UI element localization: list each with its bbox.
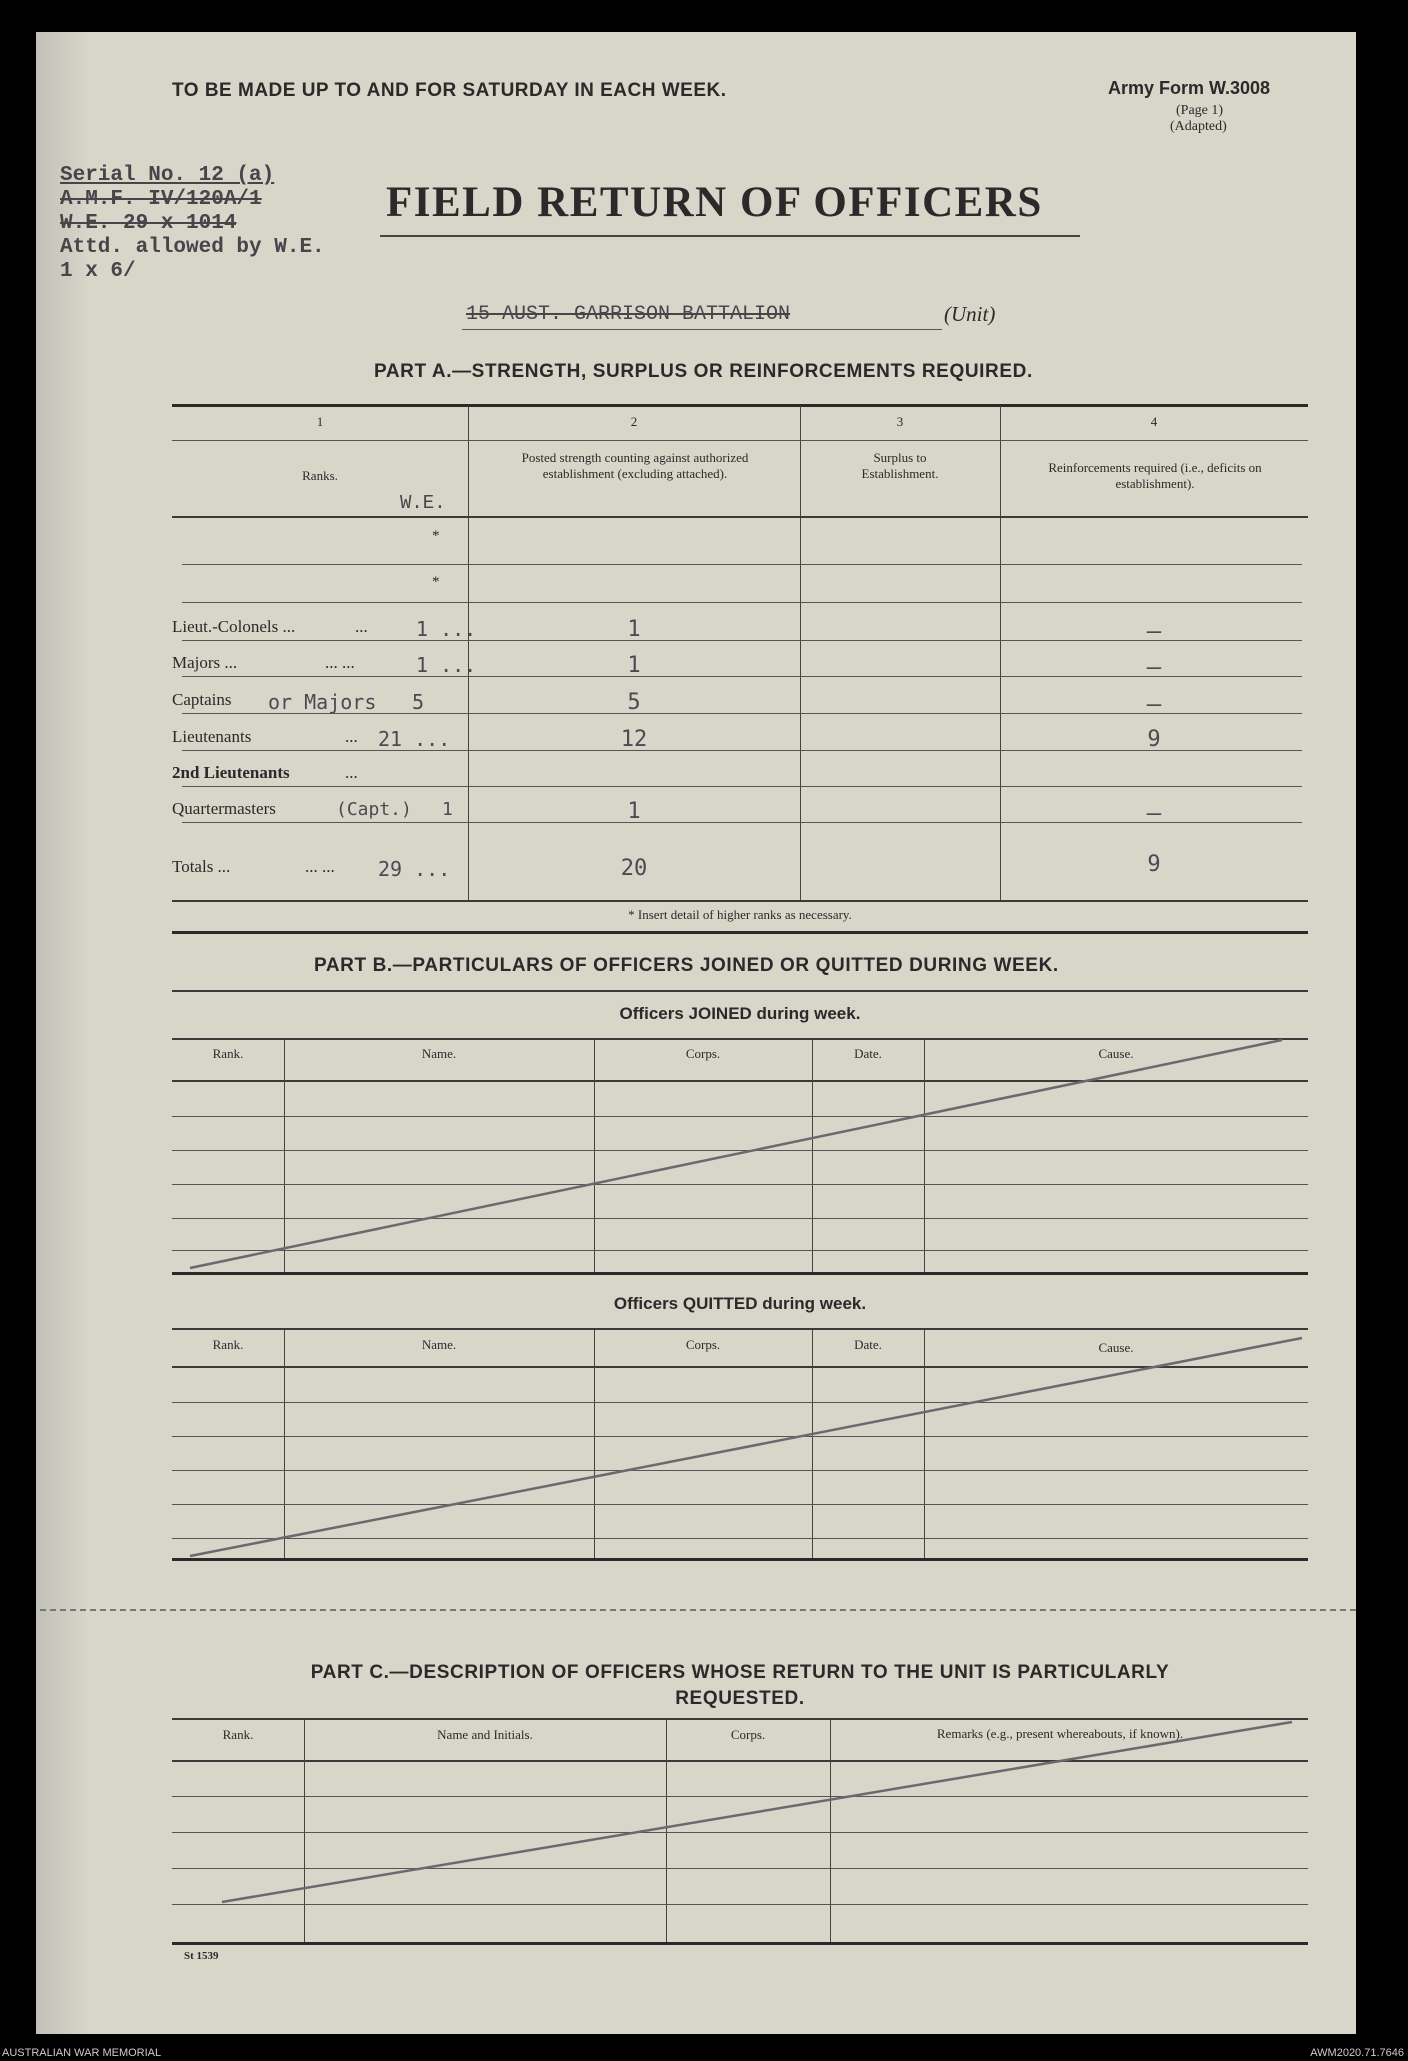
quitted-header-rank: Rank. bbox=[212, 1337, 244, 1352]
posted-value: 12 bbox=[620, 727, 648, 752]
joined-header-corps: Corps. bbox=[685, 1046, 721, 1061]
joined-header-rank: Rank. bbox=[212, 1046, 244, 1061]
rank-dots: ... ... bbox=[325, 653, 355, 672]
part-c-header-rank: Rank. bbox=[222, 1727, 254, 1742]
part-a-footnote: * Insert detail of higher ranks as necessary. bbox=[628, 907, 852, 922]
quitted-header-date: Date. bbox=[854, 1337, 882, 1352]
we-value: 5 bbox=[412, 690, 425, 714]
serial-line-5: 1 x 6/ bbox=[60, 260, 136, 283]
rank-dots: (Capt.) bbox=[336, 799, 412, 820]
form-adapted: (Adapted) bbox=[1170, 119, 1227, 134]
quitted-header-corps: Corps. bbox=[685, 1337, 721, 1352]
part-c-title-line-1: PART C.—DESCRIPTION OF OFFICERS WHOSE RETURN TO THE UNIT IS PARTICULARLY bbox=[310, 1662, 1170, 1683]
joined-cancel-stroke bbox=[190, 1040, 1282, 1268]
we-value: 1 ... bbox=[416, 653, 477, 677]
page-title: FIELD RETURN OF OFFICERS bbox=[386, 179, 1043, 226]
posted-value: 1 bbox=[627, 653, 641, 678]
we-label: W.E. bbox=[400, 492, 446, 514]
posted-value: 1 bbox=[627, 799, 641, 824]
col-number-2: 2 bbox=[630, 414, 638, 429]
rank-label: 2nd Lieutenants bbox=[172, 763, 290, 782]
quitted-header-name: Name. bbox=[421, 1337, 457, 1352]
rank-label: Quartermasters bbox=[172, 799, 276, 818]
part-c-header-name: Name and Initials. bbox=[437, 1727, 533, 1742]
serial-line-2: A.M.F. IV/120A/1 bbox=[60, 188, 262, 211]
reinf-value: 9 bbox=[1147, 727, 1161, 752]
quitted-header-cause: Cause. bbox=[1098, 1340, 1134, 1355]
col-number-4: 4 bbox=[1150, 414, 1158, 429]
rank-dots: ... bbox=[345, 763, 358, 782]
totals-we: 29 ... bbox=[378, 857, 451, 881]
totals-reinf: 9 bbox=[1147, 852, 1161, 877]
serial-line-1: Serial No. 12 (a) bbox=[60, 164, 275, 187]
part-c-cancel-stroke bbox=[222, 1722, 1292, 1902]
form-name: Army Form W.3008 bbox=[1108, 78, 1271, 98]
joined-header-cause: Cause. bbox=[1098, 1046, 1134, 1061]
reinf-value: – bbox=[1146, 690, 1162, 718]
quitted-cancel-stroke bbox=[190, 1338, 1302, 1556]
we-value: 1 ... bbox=[416, 617, 477, 641]
rank-dots: ... bbox=[355, 617, 368, 636]
rank-dots: or Majors bbox=[268, 690, 377, 714]
footer-right: AWM2020.71.7646 bbox=[1310, 2047, 1404, 2059]
totals-dots: ... ... bbox=[305, 857, 335, 876]
joined-header-date: Date. bbox=[854, 1046, 882, 1061]
we-value: 21 ... bbox=[378, 727, 451, 751]
rank-dots: ... bbox=[345, 727, 358, 746]
serial-line-3: W.E. 29 x 1014 bbox=[60, 212, 237, 235]
rank-label: Lieut.-Colonels ... bbox=[172, 617, 296, 636]
unit-value: 15 AUST. GARRISON BATTALION bbox=[466, 303, 791, 326]
part-c-header-corps: Corps. bbox=[730, 1727, 766, 1742]
print-code: St 1539 bbox=[184, 1950, 219, 1962]
totals-label: Totals ... bbox=[172, 857, 231, 876]
rank-label: Majors ... bbox=[172, 653, 238, 672]
reinf-value: – bbox=[1146, 653, 1162, 681]
we-value: 1 bbox=[442, 799, 453, 820]
col-number-3: 3 bbox=[896, 414, 904, 429]
col-header-ranks: Ranks. bbox=[302, 468, 338, 483]
instruction-text: TO BE MADE UP TO AND FOR SATURDAY IN EACH WEEK. bbox=[172, 80, 727, 101]
rank-label: Captains bbox=[172, 690, 232, 709]
footer-left: AUSTRALIAN WAR MEMORIAL bbox=[2, 2047, 162, 2059]
part-a-title: PART A.—STRENGTH, SURPLUS OR REINFORCEMENTS REQUIRED. bbox=[374, 361, 1033, 382]
quitted-title: Officers QUITTED during week. bbox=[613, 1294, 867, 1313]
joined-header-name: Name. bbox=[421, 1046, 457, 1061]
rank-label: Lieutenants bbox=[172, 727, 252, 746]
col-header-posted: Posted strength counting against authorized establishment (excluding attached). bbox=[521, 450, 749, 481]
asterisk-1: * bbox=[432, 528, 440, 544]
col-header-reinforcements: Reinforcements required (i.e., deficits on establishment). bbox=[1048, 460, 1262, 491]
joined-title: Officers JOINED during week. bbox=[619, 1004, 861, 1023]
unit-label: (Unit) bbox=[944, 302, 996, 326]
posted-value: 1 bbox=[627, 617, 641, 642]
form-page: (Page 1) bbox=[1176, 103, 1224, 118]
part-b-title: PART B.—PARTICULARS OF OFFICERS JOINED OR QUITTED DURING WEEK. bbox=[314, 955, 1059, 976]
col-number-1: 1 bbox=[316, 414, 324, 429]
part-c-title-line-2: REQUESTED. bbox=[675, 1688, 805, 1709]
reinf-value: – bbox=[1146, 799, 1162, 827]
asterisk-2: * bbox=[432, 574, 440, 590]
reinf-value: – bbox=[1146, 617, 1162, 645]
posted-value: 5 bbox=[627, 690, 641, 715]
serial-line-4: Attd. allowed by W.E. bbox=[60, 236, 325, 259]
col-header-surplus: Surplus to Establishment. bbox=[861, 450, 939, 481]
totals-posted: 20 bbox=[620, 856, 648, 881]
part-c-header-remarks: Remarks (e.g., present whereabouts, if known). bbox=[936, 1726, 1184, 1741]
